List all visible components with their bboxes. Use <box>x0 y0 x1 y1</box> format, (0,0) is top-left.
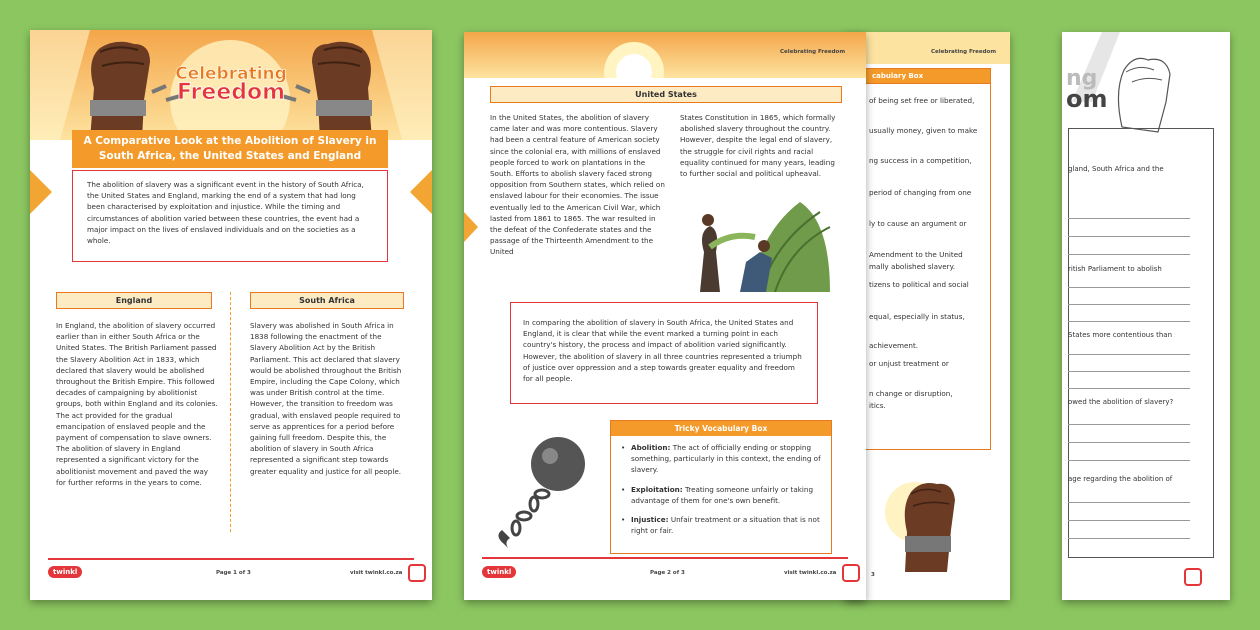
question-4: owed the abolition of slavery? <box>1068 398 1174 406</box>
vocab-item-abolition: • Abolition: The act of officially ending or stopping something, particularly in this context, the ending of slavery. <box>621 442 821 476</box>
vocab-line-11: or unjust treatment or <box>869 359 949 368</box>
vocab-line-4: period of changing from one <box>869 188 972 197</box>
page2-footer-url[interactable]: visit twinkl.co.za <box>784 570 837 576</box>
questions-frame <box>1068 128 1214 558</box>
page1-twinkl-logo[interactable]: twinkl <box>48 566 82 578</box>
vocab-item-exploitation: • Exploitation: Treating someone unfairly or taking advantage of them for one's own benefit. <box>621 484 821 506</box>
footer-badge <box>1184 568 1202 586</box>
question-1: gland, South Africa and the <box>1068 165 1164 173</box>
intro-text: The abolition of slavery was a significant event in the history of South Africa, the United States and England, marking the end of a system that had long been characterised by exploitation and injustice. While the timing and circumstances of abolition varied between these countries, the event had a major impact on the lives of enslaved individuals and on the societies as a whole. <box>87 180 364 246</box>
page1-page-number: Page 1 of 3 <box>216 570 251 576</box>
intro-box <box>72 170 388 262</box>
page3-header-label: Celebrating Freedom <box>931 49 997 55</box>
worksheet-title-partial: ng om <box>1066 66 1108 113</box>
page1-footer-badge <box>408 564 426 582</box>
page2-twinkl-logo[interactable]: twinkl <box>482 566 516 578</box>
subtitle-banner: A Comparative Look at the Abolition of Slavery in South Africa, the United States and England <box>72 130 388 168</box>
us-text-col2: States Constitution in 1865, which formally abolished slavery throughout the country. However, despite the legal end of slavery, the struggle for civil rights and racial equality continued for many years, leading to further social and political upheaval. <box>680 113 836 179</box>
vocab-line-7: mally abolished slavery. <box>869 262 956 271</box>
vocab-box <box>610 420 832 554</box>
page3-footer-page: 3 <box>871 572 875 578</box>
page3-header-band <box>845 32 1010 64</box>
vocab-line-2: usually money, given to make <box>869 126 978 135</box>
enslaved-workers-illustration <box>680 192 840 292</box>
south-africa-text: Slavery was abolished in South Africa in 1838 following the enactment of the Slavery Abolition Act by the British Parliament. This act declared that slavery would be abolished throughout the British Empire, including the Cape Colony, which was under British control at the time. However, the transition to freedom was gradual, with enslaved people required to serve as apprentices for a period before gaining full freedom. Despite this, the abolition of slavery in South Africa represented a significant step towards greater equality and justice for all people. <box>250 321 402 476</box>
vocab-line-3: ng success in a competition, <box>869 156 972 165</box>
page2-page-number: Page 2 of 3 <box>650 570 685 576</box>
us-heading: United States <box>490 86 842 103</box>
cover-title <box>160 64 302 105</box>
question-2: ritish Parliament to abolish <box>1068 265 1162 273</box>
sunrise-banner <box>464 32 866 78</box>
page2-side-chevron <box>464 212 478 242</box>
title-line-celebrating: Celebrating <box>175 64 287 84</box>
vocab-line-8: tizens to political and social <box>869 280 969 289</box>
page1-footer-rule <box>48 558 414 560</box>
column-divider <box>230 292 231 532</box>
us-text-col1: In the United States, the abolition of slavery came later and was more contentious. Slavery had been a central feature of American society since the colonial era, with millions of enslaved people forced to work on plantations in the South. Efforts to abolish slavery faced strong opposition from Southern states, which relied on enslaved labour for their economies. The issue eventually led to the American Civil War, which lasted from 1861 to 1865. The war resulted in the defeat of the Confederate states and the passage of the Thirteenth Amendment to the United <box>490 113 665 257</box>
vocab-list <box>611 436 831 550</box>
vocab-line-10: achievement. <box>869 341 919 350</box>
page2-footer-rule <box>482 557 848 559</box>
england-text: In England, the abolition of slavery occurred earlier than in either South Africa or the United States. The British Parliament passed the Slavery Abolition Act in 1833, which declared that slavery would be abolished throughout the British Empire. This followed decades of campaigning by abolitionist groups, both within England and its colonies. The act provided for the gradual emancipation of enslaved people and the payment of compensation to slave owners. The abolition of slavery in England represented a significant victory for the abolitionist movement and paved the way for further reforms in the years to come. <box>56 321 218 487</box>
vocab-item-injustice: • Injustice: Unfair treatment or a situation that is not right or fair. <box>621 514 821 536</box>
vocab-line-5: ly to cause an argument or <box>869 219 967 228</box>
worksheet-page <box>1062 32 1230 600</box>
page-two <box>464 32 866 600</box>
vocab-line-1: of being set free or liberated, <box>869 96 975 105</box>
page-one <box>30 30 432 600</box>
vocab-line-13: itics. <box>869 401 886 410</box>
vocab-heading: Tricky Vocabulary Box <box>611 421 831 436</box>
vocab-line-9: equal, especially in status, <box>869 312 965 321</box>
page2-footer-badge <box>842 564 860 582</box>
south-africa-heading: South Africa <box>250 292 404 309</box>
conclusion-box <box>510 302 818 404</box>
vocabulary-page <box>845 32 1010 600</box>
question-3: States more contentious than <box>1068 331 1173 339</box>
raised-fist-illustration <box>865 452 985 572</box>
england-heading: England <box>56 292 212 309</box>
vocab-line-12: n change or disruption, <box>869 389 953 398</box>
page2-header-label: Celebrating Freedom <box>780 49 846 55</box>
title-line-freedom: Freedom <box>176 80 286 105</box>
vocab-line-6: Amendment to the United <box>869 250 963 259</box>
page1-footer-url[interactable]: visit twinkl.co.za <box>350 570 403 576</box>
conclusion-text: In comparing the abolition of slavery in South Africa, the United States and England, it is clear that while the event marked a turning point in each country's history, the process and impact of abolition varied significantly. However, the abolition of slavery in all three countries represented a triumph of justice over oppression and a step towards greater equality and freedom for all people. <box>523 318 802 384</box>
question-5: age regarding the abolition of <box>1068 475 1173 483</box>
page3-vocab-heading: cabulary Box <box>849 68 991 84</box>
ball-and-chain-illustration <box>480 432 610 562</box>
